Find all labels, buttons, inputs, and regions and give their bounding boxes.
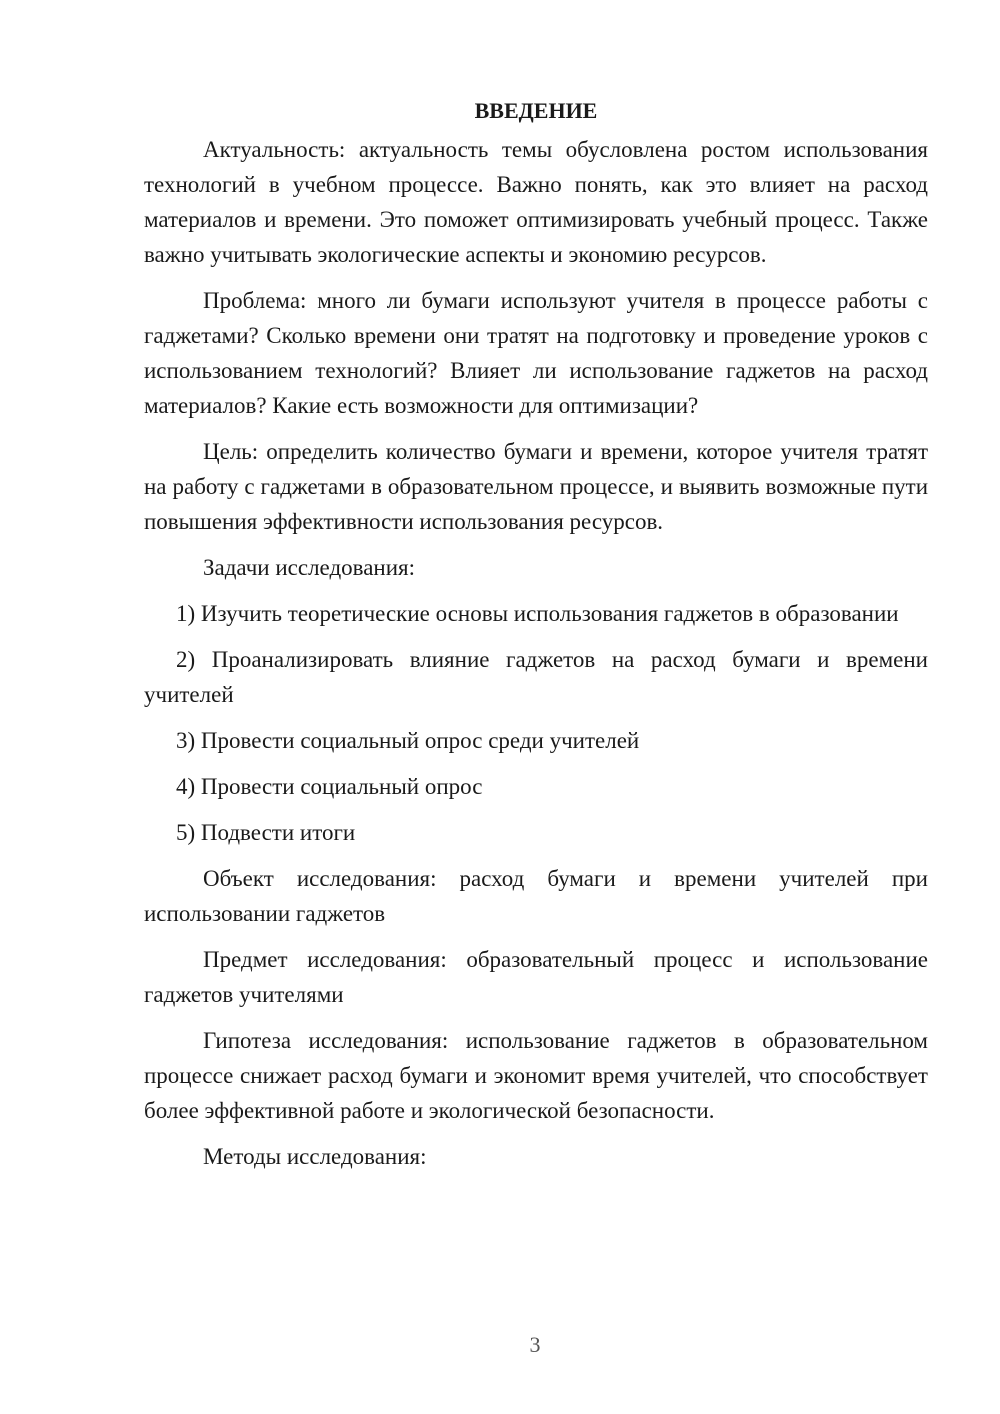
subject-paragraph: Предмет исследования: образовательный процесс и использование гаджетов учителями — [144, 947, 928, 1007]
document-page — [144, 96, 928, 1185]
goal-paragraph: Цель: определить количество бумаги и времени, которое учителя тратят на работу с гаджетами в образовательном процессе, и выявить возможные пути повышения эффективности использования ресурсов. — [144, 439, 928, 534]
task-item: 4) Провести социальный опрос — [176, 774, 483, 799]
methods-heading: Методы исследования: — [203, 1144, 427, 1169]
object-paragraph: Объект исследования: расход бумаги и времени учителей при использовании гаджетов — [144, 866, 928, 926]
task-item: 1) Изучить теоретические основы использования гаджетов в образовании — [176, 601, 899, 626]
task-item: 3) Провести социальный опрос среди учителей — [176, 728, 640, 753]
task-item: 2) Проанализировать влияние гаджетов на расход бумаги и времени учителей — [144, 647, 928, 707]
tasks-heading: Задачи исследования: — [203, 555, 416, 580]
problem-paragraph: Проблема: много ли бумаги используют учителя в процессе работы с гаджетами? Сколько времени они тратят на подготовку и проведение уроков с использованием технологий? Влияет ли использование гаджетов на расход материалов? Какие есть возможности для оптимизации? — [144, 288, 928, 418]
page-number: 3 — [529, 1332, 541, 1357]
section-heading: ВВЕДЕНИЕ — [474, 98, 598, 123]
hypothesis-paragraph: Гипотеза исследования: использование гаджетов в образовательном процессе снижает расход бумаги и экономит время учителей, что способствует более эффективной работе и экологической безопасности. — [144, 1028, 928, 1123]
task-item: 5) Подвести итоги — [176, 820, 356, 845]
relevance-paragraph: Актуальность: актуальность темы обусловлена ростом использования технологий в учебном процессе. Важно понять, как это влияет на расход материалов и времени. Это поможет оптимизировать учебный процесс. Также важно учитывать экологические аспекты и экономию ресурсов. — [144, 137, 928, 267]
